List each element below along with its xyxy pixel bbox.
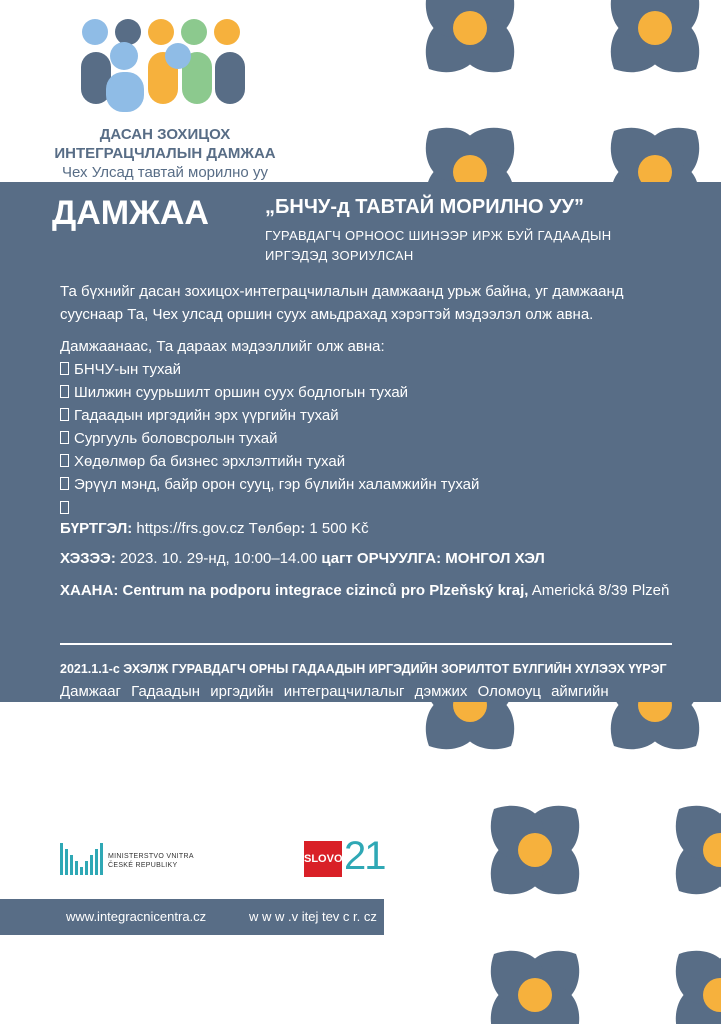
flower-shape: [476, 936, 595, 1024]
project-line: 2021.1.1-с ЭХЭЛЖ ГУРАВДАГЧ ОРНЫ ГАДААДЫН ИРГЭДИЙН ЗОРИЛТОТ БҮЛГИЙН ХҮЛЭЭХ ҮҮРЭГ: [60, 662, 667, 676]
bullet-box-icon: [60, 431, 69, 444]
bullet-box-icon: [60, 501, 69, 514]
intro-line1: Та бүхнийг дасан зохицох-интеграцчилалын дамжаанд урьж байна, уг дамжаанд: [60, 283, 624, 300]
course-name: „БНЧУ-д ТАВТАЙ МОРИЛНО УУ”: [265, 196, 585, 218]
list-item: Хөдөлмөр ба бизнес эрхлэлтийн тухай: [60, 453, 345, 470]
registration-label: БҮРТГЭЛ:: [60, 520, 133, 537]
bullet-box-icon: [60, 362, 69, 375]
when-row: [60, 550, 545, 567]
footer-link-integracnicentra[interactable]: www.integracnicentra.cz: [66, 909, 207, 924]
slovo21-number: 21: [344, 834, 385, 878]
list-item: Сургууль боловсролын тухай: [60, 430, 277, 447]
flower-shape: [411, 0, 530, 87]
divider: [60, 643, 672, 645]
empty-bullet: [60, 500, 74, 517]
ministry-name-line1: MINISTERSTVO VNITRA: [108, 853, 194, 860]
list-item: Шилжин суурьшилт оршин суух бодлогын тухай: [60, 384, 408, 401]
flower-shape: [596, 0, 715, 87]
course-subtitle-line1: ГУРАВДАГЧ ОРНООС ШИНЭЭР ИРЖ БУЙ ГАДААДЫН: [265, 228, 612, 243]
footer-bar: [0, 899, 384, 935]
registration-link[interactable]: https://frs.gov.cz: [136, 520, 245, 537]
bullet-box-icon: [60, 454, 69, 467]
where-label: ХААНА:: [60, 582, 119, 599]
people-group-icon: [78, 14, 248, 114]
flower-shape: [476, 791, 595, 910]
bullet-box-icon: [60, 408, 69, 421]
translation-label: ОРЧУУЛГА: МОНГОЛ ХЭЛ: [356, 550, 545, 567]
fee-value: 1 500 Kč: [309, 520, 369, 537]
list-item: Гадаадын иргэдийн эрх үүргийн тухай: [60, 407, 339, 424]
when-value: 2023. 10. 29-нд, 10:00–14.00: [120, 550, 318, 567]
bullet-box-icon: [60, 385, 69, 398]
slovo21-logo: SLOVO: [304, 841, 342, 877]
where-row: [60, 582, 669, 599]
organizer-line2: Төв зохион байгуулна.: [60, 706, 216, 723]
tagline: Чех Улсад тавтай морилно уу: [62, 164, 268, 181]
fee-label: Төлбөр: [248, 520, 301, 537]
list-item: БНЧУ-ын тухай: [60, 361, 181, 378]
footer-link-vitejte[interactable]: w w w .v itej tev c r. cz: [249, 909, 377, 924]
ministry-logo-icon: [60, 843, 104, 875]
intro-line2: сууснаар Та, Чех улсад оршин суух амьдрахад хэрэгтэй мэдээлэл олж авна.: [60, 306, 594, 323]
flower-shape: [661, 936, 721, 1024]
organizer-line1: Дамжааг Гадаадын иргэдийн интеграцчилалыг дэмжих Оломоуц аймгийн: [60, 683, 609, 700]
course-info-band: [0, 182, 721, 723]
flower-cluster-bottom: [411, 646, 721, 1024]
list-item: Эрүүл мэнд, байр орон сууц, гэр бүлийн халамжийн тухай: [60, 476, 479, 493]
org-name-line2: ИНТЕГРАЦЧЛАЛЫН ДАМЖАА: [54, 145, 276, 162]
where-address: Americká 8/39 Plzeň: [531, 582, 670, 599]
flower-shape: [661, 791, 721, 910]
when-label: ХЭЗЭЭ:: [60, 550, 116, 567]
fee-colon: :: [300, 520, 306, 537]
course-title: ДАМЖАА: [52, 194, 209, 232]
time-word: цагт: [321, 550, 353, 567]
course-subtitle-line2: ИРГЭДЭД ЗОРИУЛСАН: [265, 248, 414, 263]
where-place: Centrum na podporu integrace cizinců pro Plzeňský kraj,: [122, 582, 529, 599]
registration-row: [60, 520, 369, 537]
ministry-name-line2: ČESKÉ REPUBLIKY: [108, 862, 178, 869]
org-name-line1: ДАСАН ЗОХИЦОХ: [99, 126, 231, 143]
bullet-box-icon: [60, 477, 69, 490]
topics-heading: Дамжаанаас, Та дараах мэдээллийг олж авна:: [60, 338, 385, 355]
